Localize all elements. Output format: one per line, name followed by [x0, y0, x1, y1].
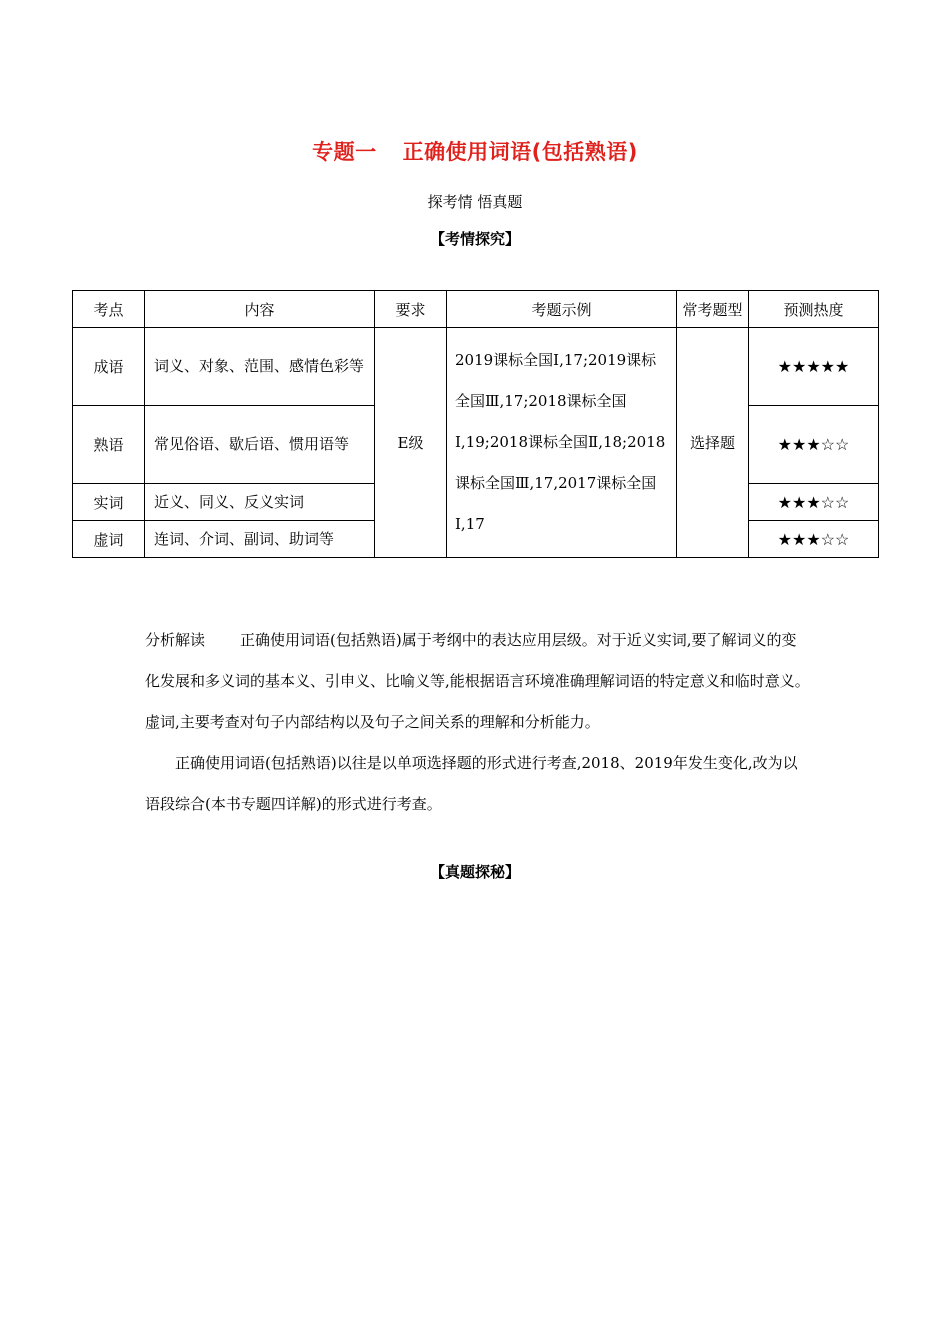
row-point: 实词 — [73, 484, 145, 521]
row-content: 词义、对象、范围、感情色彩等 — [145, 328, 375, 406]
question-type-cell: 选择题 — [677, 328, 749, 558]
row-stars: ★★★☆☆ — [749, 406, 879, 484]
title-topic-number: 专题一 — [312, 140, 377, 164]
header-examples: 考题示例 — [447, 291, 677, 328]
section-heading-real-questions: 【真题探秘】 — [429, 863, 520, 881]
section-heading-exam-analysis: 【考情探究】 — [429, 230, 520, 248]
row-point: 熟语 — [73, 406, 145, 484]
row-stars: ★★★☆☆ — [749, 484, 879, 521]
table-header-row — [73, 291, 879, 328]
analysis-label: 分析解读 — [145, 631, 206, 649]
analysis-paragraph-1 — [145, 620, 810, 743]
header-question-type: 常考题型 — [677, 291, 749, 328]
header-point: 考点 — [73, 291, 145, 328]
header-forecast: 预测热度 — [749, 291, 879, 328]
row-content: 常见俗语、歇后语、惯用语等 — [145, 406, 375, 484]
header-content: 内容 — [145, 291, 375, 328]
page-title — [0, 136, 950, 166]
requirement-cell: E级 — [375, 328, 447, 558]
analysis-paragraph-2: 正确使用词语(包括熟语)以往是以单项选择题的形式进行考查,2018、2019年发生变化,改为以语段综合(本书专题四详解)的形式进行考查。 — [145, 754, 798, 813]
exam-analysis-table — [72, 290, 879, 558]
row-stars: ★★★★★ — [749, 328, 879, 406]
subtitle: 探考情 悟真题 — [427, 193, 523, 211]
row-point: 虚词 — [73, 521, 145, 558]
table-row — [73, 328, 879, 406]
title-topic-name: 正确使用词语(包括熟语) — [402, 140, 638, 164]
row-point: 成语 — [73, 328, 145, 406]
row-stars: ★★★☆☆ — [749, 521, 879, 558]
examples-cell: 2019课标全国Ⅰ,17;2019课标全国Ⅲ,17;2018课标全国Ⅰ,19;2018课标全国Ⅱ,18;2018课标全国Ⅲ,17,2017课标全国Ⅰ,17 — [447, 328, 677, 558]
row-content: 连词、介词、副词、助词等 — [145, 521, 375, 558]
analysis-text-1: 正确使用词语(包括熟语)属于考纲中的表达应用层级。对于近义实词,要了解词义的变化发展和多义词的基本义、引申义、比喻义等,能根据语言环境准确理解词语的特定意义和临时意义。虚词,主要考查对句子内部结构以及句子之间关系的理解和分析能力。 — [145, 631, 810, 731]
row-content: 近义、同义、反义实词 — [145, 484, 375, 521]
header-requirement: 要求 — [375, 291, 447, 328]
